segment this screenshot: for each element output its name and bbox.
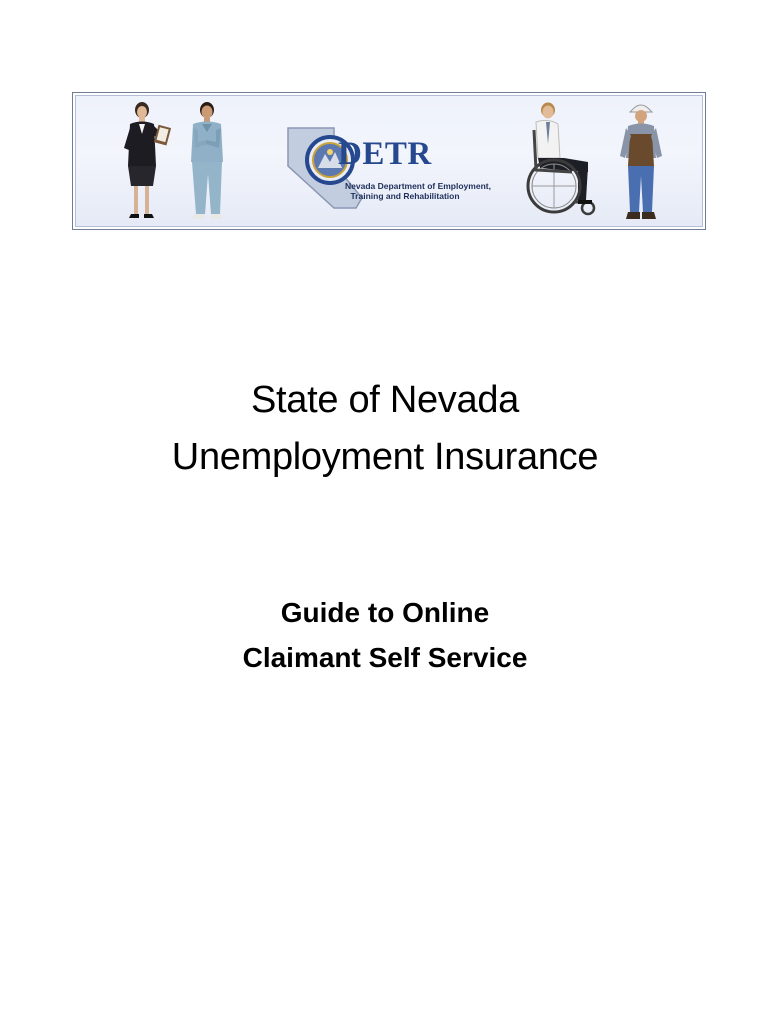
businesswoman-clipboard-figure bbox=[112, 100, 174, 226]
banner-panel bbox=[75, 95, 703, 227]
subtitle-line-2: Claimant Self Service bbox=[242, 642, 528, 673]
subtitle-line-1: Guide to Online bbox=[280, 597, 490, 628]
medical-worker-scrubs-figure bbox=[180, 100, 234, 226]
title-line-1: State of Nevada bbox=[250, 379, 519, 421]
header-banner bbox=[72, 92, 706, 230]
detr-org-line-1: Nevada Department of Employment, bbox=[345, 181, 491, 191]
document-title bbox=[0, 372, 770, 486]
construction-worker-hardhat-figure bbox=[610, 100, 672, 226]
wheelchair-user-figure bbox=[522, 100, 608, 226]
document-subtitle bbox=[0, 590, 770, 680]
detr-org-line-2: Training and Rehabilitation bbox=[350, 191, 460, 201]
detr-logo bbox=[282, 120, 491, 212]
title-line-2: Unemployment Insurance bbox=[171, 436, 599, 478]
detr-org-name bbox=[345, 181, 491, 201]
detr-wordmark: DETR bbox=[338, 136, 432, 172]
